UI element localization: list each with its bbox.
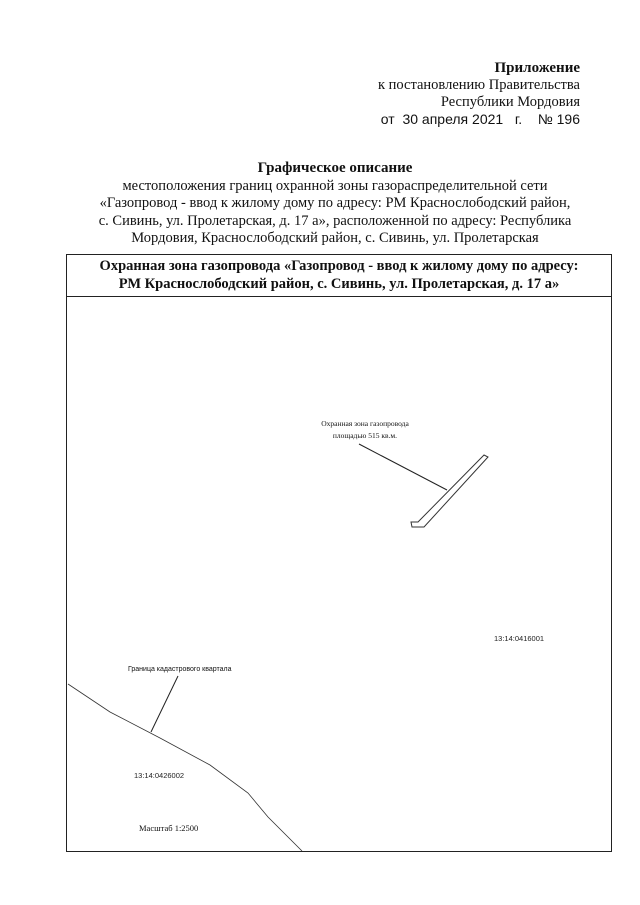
appendix-decree-line: к постановлению Правительства (378, 77, 580, 93)
zone-leader-line (359, 444, 447, 490)
boundary-leader-line (151, 676, 178, 732)
zone-label-line: площадью 515 кв.м. (332, 431, 398, 440)
cadastral-number-label: 13:14:0416001 (494, 634, 545, 643)
scale-label: Масштаб 1:2500 (139, 823, 199, 833)
description-line: Мордовия, Краснослободский район, с. Сивинь, ул. Пролетарская (131, 230, 539, 246)
decree-date: 30 апреля 2021 (402, 111, 504, 127)
cadastral-number-label: 13:14:0426002 (134, 771, 185, 780)
description-line: «Газопровод - ввод к жилому дому по адресу: РМ Краснослободский район, (99, 195, 571, 211)
appendix-government-line: Республики Мордовия (440, 94, 580, 110)
description-line: с. Сивинь, ул. Пролетарская, д. 17 а», расположенной по адресу: Республика (98, 212, 572, 229)
year-abbr: г. (514, 111, 523, 127)
description-line: местоположения границ охранной зоны газораспределительной сети (122, 177, 548, 194)
quarter-boundary-label: Граница кадастрового квартала (128, 666, 232, 673)
from-word: от (380, 111, 395, 127)
protection-zone-outline (411, 455, 488, 527)
map-header-line: РМ Краснослободский район, с. Сивинь, ул. Пролетарская, д. 17 а» (118, 276, 560, 292)
decree-number: 196 (556, 111, 580, 127)
zone-label-line: Охранная зона газопровода (321, 419, 409, 428)
description-title: Графическое описание (257, 160, 413, 176)
number-sign: № (537, 111, 553, 127)
protection-zone-label (300, 418, 430, 442)
appendix-heading: Приложение (494, 60, 580, 76)
map-header-line: Охранная зона газопровода «Газопровод - ввод к жилому дому по адресу: (99, 258, 579, 274)
